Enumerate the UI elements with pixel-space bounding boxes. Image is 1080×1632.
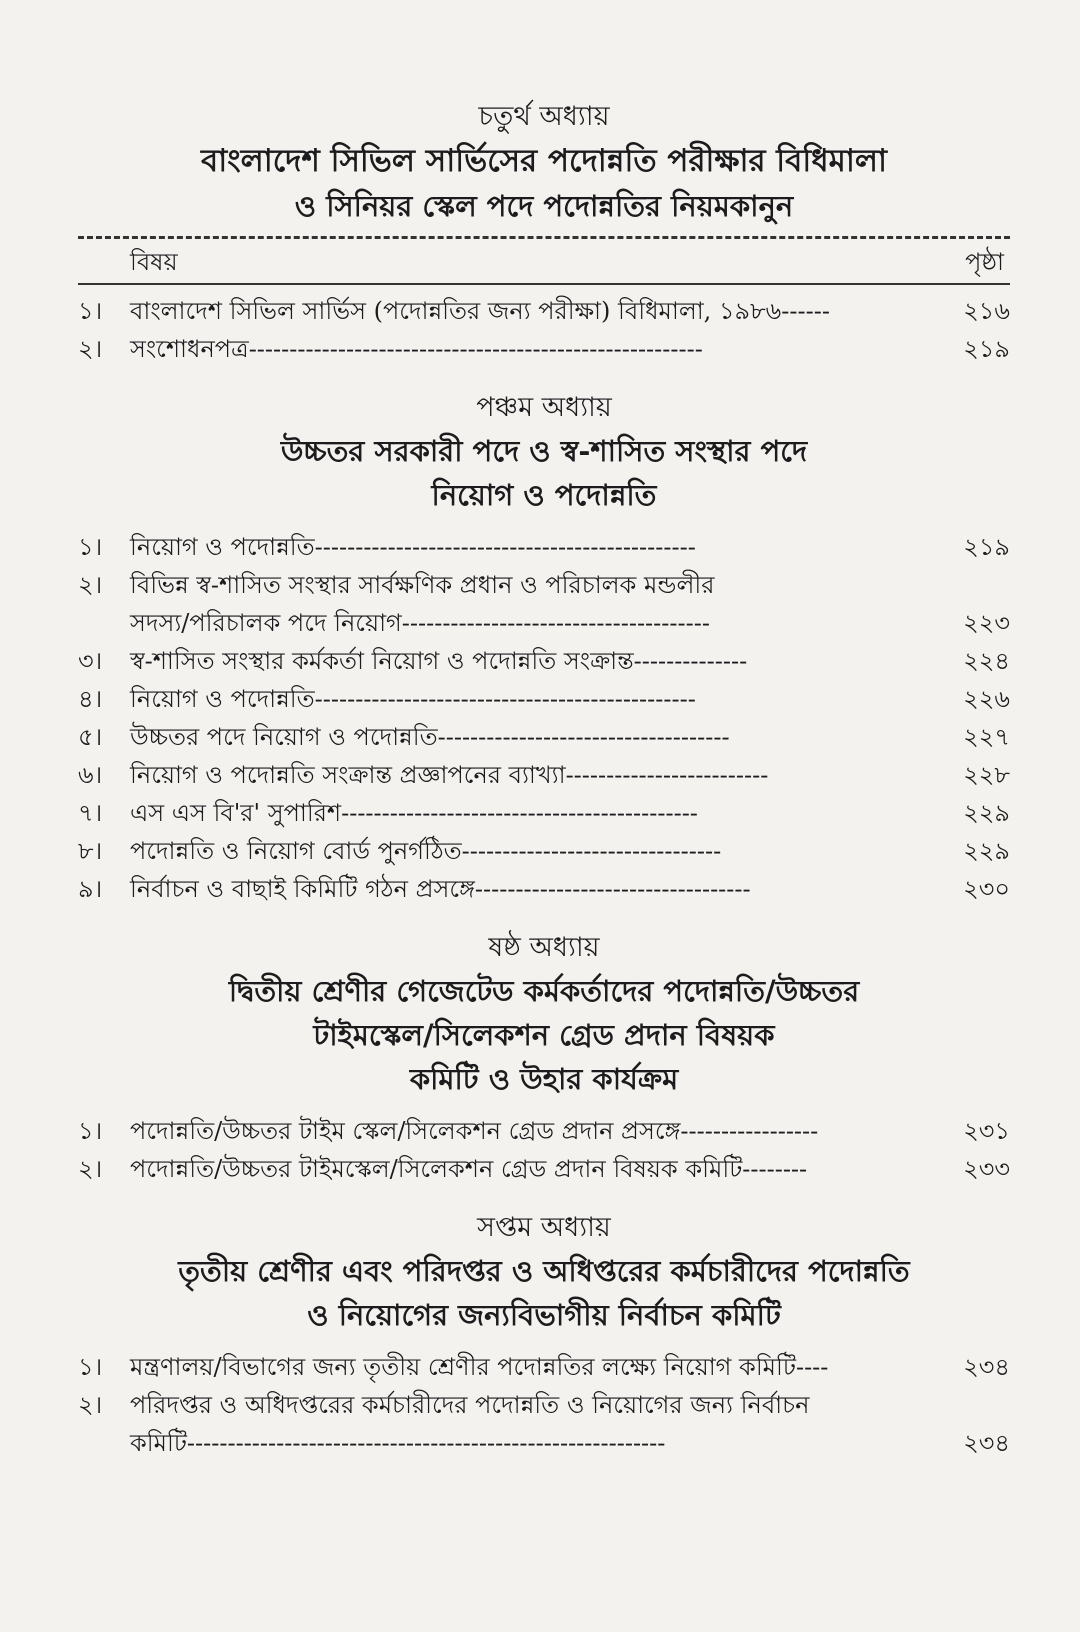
entry-title: বিভিন্ন স্ব-শাসিত সংস্থার সার্বক্ষণিক প্রধান ও পরিচালক মন্ডলীর <box>130 571 715 599</box>
header-divider <box>78 283 1010 285</box>
chapter5-label: পঞ্চম অধ্যায় <box>476 392 612 423</box>
chapter7-title-line2: ও নিয়োগের জন্যবিভাগীয় নির্বাচন কমিটি <box>307 1298 781 1332</box>
entry-number: ৪। <box>78 685 103 713</box>
entry-page: ২২৬ <box>963 685 1010 713</box>
entry-page: ২২৩ <box>963 609 1010 637</box>
chapter6-title-line3: কমিটি ও উহার কার্যক্রম <box>409 1062 679 1096</box>
entry-page: ২২৮ <box>963 761 1010 789</box>
entry-number: ৬। <box>78 761 103 789</box>
entry-number: ৫। <box>78 723 103 751</box>
entry-title: নির্বাচন ও বাছাই কিমিটি গঠন প্রসঙ্গে---------------------------------- <box>130 875 751 903</box>
chapter6-title-line2: টাইমস্কেল/সিলেকশন গ্রেড প্রদান বিষয়ক <box>313 1018 775 1052</box>
toc-entry <box>78 529 1010 565</box>
toc-entry <box>78 643 1010 679</box>
entry-page: ২৩৩ <box>963 1155 1010 1183</box>
entry-title: পদোন্নতি ও নিয়োগ বোর্ড পুনর্গঠিত-------------------------------- <box>130 837 722 865</box>
entry-title: পরিদপ্তর ও অধিদপ্তরের কর্মচারীদের পদোন্নতি ও নিয়োগের জন্য নির্বাচন <box>130 1391 810 1419</box>
entry-title: নিয়োগ ও পদোন্নতি----------------------------------------------- <box>130 533 696 561</box>
entry-number: ২। <box>78 335 103 363</box>
entry-title: এস এস বি'র' সুপারিশ-------------------------------------------- <box>130 799 698 827</box>
entry-title: নিয়োগ ও পদোন্নতি----------------------------------------------- <box>130 685 696 713</box>
entry-title: পদোন্নতি/উচ্চতর টাইমস্কেল/সিলেকশন গ্রেড প্রদান বিষয়ক কমিটি-------- <box>130 1155 808 1183</box>
entry-number: ২। <box>78 571 103 599</box>
entry-page: ২৩৪ <box>963 1429 1010 1457</box>
entry-title: বাংলাদেশ সিভিল সার্ভিস (পদোন্নতির জন্য পরীক্ষা) বিধিমালা, ১৯৮৬------ <box>130 297 830 325</box>
chapter5-title-line1: উচ্চতর সরকারী পদে ও স্ব-শাসিত সংস্থার পদে <box>280 434 808 468</box>
entry-page: ২৩০ <box>963 875 1010 903</box>
toc-entry <box>78 1151 1010 1187</box>
chapter4-title-line1: বাংলাদেশ সিভিল সার্ভিসের পদোন্নতি পরীক্ষার বিধিমালা <box>201 143 887 179</box>
chapter4-label: চতুর্থ অধ্যায় <box>478 101 610 132</box>
toc-entry-continuation <box>78 605 1010 641</box>
entry-title: সংশোধনপত্র-------------------------------------------------------- <box>130 335 703 363</box>
entry-title: স্ব-শাসিত সংস্থার কর্মকর্তা নিয়োগ ও পদোন্নতি সংক্রান্ত-------------- <box>130 647 748 675</box>
toc-entry <box>78 1349 1010 1385</box>
chapter6-label: ষষ্ঠ অধ্যায় <box>488 932 600 963</box>
entry-title: মন্ত্রণালয়/বিভাগের জন্য তৃতীয় শ্রেণীর পদোন্নতির লক্ষ্যে নিয়োগ কমিটি---- <box>130 1353 829 1381</box>
entry-page: ২১৬ <box>963 297 1010 325</box>
toc-entry <box>78 757 1010 793</box>
chapter5-title-line2: নিয়োগ ও পদোন্নতি <box>431 478 657 512</box>
chapter6-title-line1: দ্বিতীয় শ্রেণীর গেজেটেড কর্মকর্তাদের পদোন্নতি/উচ্চতর <box>228 974 860 1008</box>
entry-page: ২২৭ <box>963 723 1010 751</box>
entry-title: পদোন্নতি/উচ্চতর টাইম স্কেল/সিলেকশন গ্রেড প্রদান প্রসঙ্গে----------------- <box>130 1117 819 1145</box>
toc-entry <box>78 567 1010 603</box>
toc-entry <box>78 681 1010 717</box>
toc-entry <box>78 1113 1010 1149</box>
entry-number: ১। <box>78 533 103 561</box>
toc-entry <box>78 331 1010 367</box>
entry-title: সদস্য/পরিচালক পদে নিয়োগ-------------------------------------- <box>130 609 710 637</box>
chapter7-label: সপ্তম অধ্যায় <box>477 1212 611 1243</box>
column-header-row <box>78 245 1010 283</box>
entry-number: ৮। <box>78 837 103 865</box>
chapter4-title-line2: ও সিনিয়র স্কেল পদে পদোন্নতির নিয়মকানুন <box>294 189 794 223</box>
entry-number: ২। <box>78 1155 103 1183</box>
entry-title: নিয়োগ ও পদোন্নতি সংক্রান্ত প্রজ্ঞাপনের ব্যাখ্যা------------------------- <box>130 761 769 789</box>
entry-number: ৯। <box>78 875 103 903</box>
entry-number: ৭। <box>78 799 103 827</box>
entry-number: ১। <box>78 297 103 325</box>
entry-title: কমিটি----------------------------------------------------------- <box>130 1429 666 1457</box>
chapter7-title-line1: তৃতীয় শ্রেণীর এবং পরিদপ্তর ও অধিপ্তরের কর্মচারীদের পদোন্নতি <box>178 1254 910 1288</box>
toc-entry <box>78 833 1010 869</box>
entry-page: ২৩৪ <box>963 1353 1010 1381</box>
column-header-page: পৃষ্ঠা <box>965 248 1004 276</box>
entry-number: ১। <box>78 1117 103 1145</box>
toc-entry <box>78 1387 1010 1423</box>
entry-page: ২১৯ <box>963 335 1010 363</box>
entry-number: ১। <box>78 1353 103 1381</box>
entry-page: ২২৯ <box>963 837 1010 865</box>
entry-page: ২৩১ <box>963 1117 1010 1145</box>
toc-entry-continuation <box>78 1425 1010 1461</box>
entry-title: উচ্চতর পদে নিয়োগ ও পদোন্নতি------------------------------------ <box>130 723 730 751</box>
toc-entry <box>78 871 1010 907</box>
entry-page: ২২৯ <box>963 799 1010 827</box>
dashed-divider <box>78 236 1010 239</box>
toc-entry <box>78 795 1010 831</box>
entry-number: ২। <box>78 1391 103 1419</box>
entry-page: ২১৯ <box>963 533 1010 561</box>
toc-entry <box>78 719 1010 755</box>
toc-entry <box>78 293 1010 329</box>
column-header-subject: বিষয় <box>130 248 178 276</box>
entry-number: ৩। <box>78 647 103 675</box>
entry-page: ২২৪ <box>963 647 1010 675</box>
